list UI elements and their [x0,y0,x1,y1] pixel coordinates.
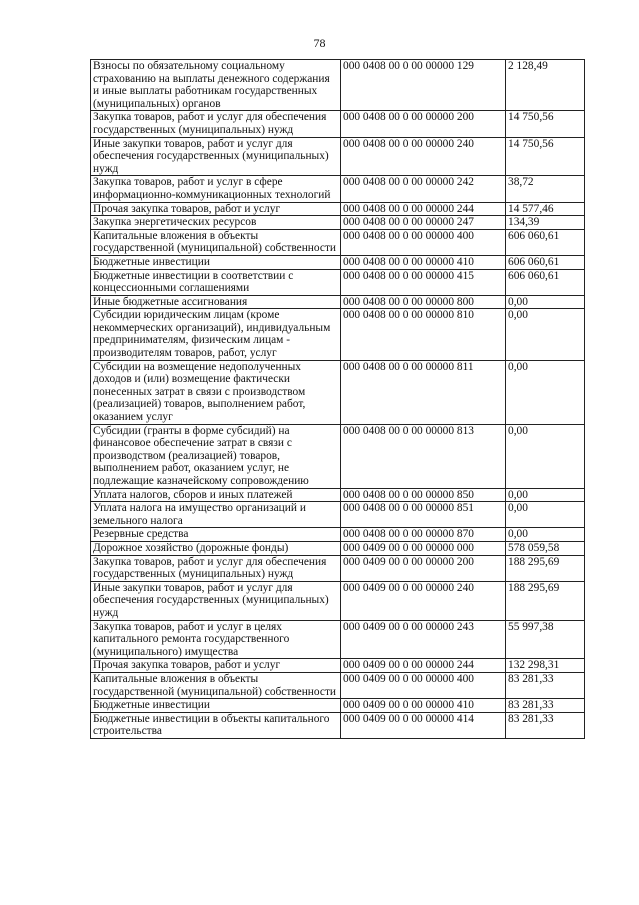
table-row [91,488,585,502]
budget-code-cell: 000 0409 00 0 00 00000 000 [341,541,506,555]
expense-name-cell: Резервные средства [91,528,341,542]
table-row [91,659,585,673]
expense-name-cell: Закупка энергетических ресурсов [91,216,341,230]
budget-code-cell: 000 0408 00 0 00 00000 811 [341,360,506,424]
budget-code-cell: 000 0408 00 0 00 00000 247 [341,216,506,230]
amount-cell: 134,39 [506,216,585,230]
budget-code-cell: 000 0408 00 0 00 00000 813 [341,424,506,488]
table-row [91,255,585,269]
expense-name-cell: Субсидии на возмещение недополученных доходов и (или) возмещение фактически понесенных затрат в связи с производством (реализацией) товаров, выполнением работ, оказанием услуг [91,360,341,424]
table-row [91,60,585,111]
amount-cell: 55 997,38 [506,620,585,659]
table-row [91,111,585,137]
expense-name-cell: Закупка товаров, работ и услуг для обеспечения государственных (муниципальных) нужд [91,555,341,581]
amount-cell: 38,72 [506,176,585,202]
table-row [91,295,585,309]
expense-name-cell: Уплата налога на имущество организаций и земельного налога [91,502,341,528]
budget-code-cell: 000 0409 00 0 00 00000 410 [341,699,506,713]
amount-cell: 83 281,33 [506,699,585,713]
budget-code-cell: 000 0408 00 0 00 00000 851 [341,502,506,528]
expense-name-cell: Уплата налогов, сборов и иных платежей [91,488,341,502]
expense-name-cell: Бюджетные инвестиции в соответствии с концессионными соглашениями [91,269,341,295]
expense-name-cell: Дорожное хозяйство (дорожные фонды) [91,541,341,555]
table-row [91,176,585,202]
amount-cell: 606 060,61 [506,255,585,269]
budget-code-cell: 000 0408 00 0 00 00000 242 [341,176,506,202]
table-row [91,528,585,542]
amount-cell: 83 281,33 [506,672,585,698]
expense-name-cell: Прочая закупка товаров, работ и услуг [91,202,341,216]
amount-cell: 0,00 [506,309,585,360]
amount-cell: 606 060,61 [506,269,585,295]
budget-code-cell: 000 0408 00 0 00 00000 410 [341,255,506,269]
table-row [91,216,585,230]
table-row [91,202,585,216]
amount-cell: 606 060,61 [506,229,585,255]
expense-name-cell: Бюджетные инвестиции [91,255,341,269]
amount-cell: 14 577,46 [506,202,585,216]
table-row [91,620,585,659]
budget-code-cell: 000 0408 00 0 00 00000 400 [341,229,506,255]
expense-name-cell: Капитальные вложения в объекты государственной (муниципальной) собственности [91,672,341,698]
table-row [91,699,585,713]
expense-name-cell: Иные бюджетные ассигнования [91,295,341,309]
amount-cell: 0,00 [506,424,585,488]
budget-code-cell: 000 0409 00 0 00 00000 200 [341,555,506,581]
page-number: 78 [313,36,326,50]
table-row [91,672,585,698]
budget-code-cell: 000 0409 00 0 00 00000 400 [341,672,506,698]
expense-name-cell: Иные закупки товаров, работ и услуг для обеспечения государственных (муниципальных) нужд [91,137,341,176]
budget-code-cell: 000 0408 00 0 00 00000 240 [341,137,506,176]
budget-code-cell: 000 0408 00 0 00 00000 800 [341,295,506,309]
table-row [91,502,585,528]
amount-cell: 188 295,69 [506,555,585,581]
table-row [91,309,585,360]
amount-cell: 0,00 [506,488,585,502]
budget-code-cell: 000 0408 00 0 00 00000 810 [341,309,506,360]
table-row [91,581,585,620]
amount-cell: 578 059,58 [506,541,585,555]
expense-name-cell: Закупка товаров, работ и услуг для обеспечения государственных (муниципальных) нужд [91,111,341,137]
amount-cell: 83 281,33 [506,712,585,738]
budget-code-cell: 000 0409 00 0 00 00000 243 [341,620,506,659]
amount-cell: 14 750,56 [506,111,585,137]
expense-name-cell: Прочая закупка товаров, работ и услуг [91,659,341,673]
expense-name-cell: Иные закупки товаров, работ и услуг для обеспечения государственных (муниципальных) нужд [91,581,341,620]
amount-cell: 0,00 [506,295,585,309]
table-row [91,269,585,295]
budget-code-cell: 000 0409 00 0 00 00000 240 [341,581,506,620]
budget-code-cell: 000 0408 00 0 00 00000 415 [341,269,506,295]
budget-code-cell: 000 0408 00 0 00 00000 870 [341,528,506,542]
expense-name-cell: Бюджетные инвестиции [91,699,341,713]
table-row [91,360,585,424]
budget-code-cell: 000 0408 00 0 00 00000 200 [341,111,506,137]
expense-name-cell: Субсидии (гранты в форме субсидий) на финансовое обеспечение затрат в связи с производством (реализацией) товаров, выполнением работ, оказанием услуг, не подлежащие казначейскому сопровождению [91,424,341,488]
table-row [91,712,585,738]
table-row [91,137,585,176]
budget-code-cell: 000 0408 00 0 00 00000 244 [341,202,506,216]
amount-cell: 2 128,49 [506,60,585,111]
amount-cell: 0,00 [506,360,585,424]
expense-name-cell: Субсидии юридическим лицам (кроме некоммерческих организаций), индивидуальным предпринимателям, физическим лицам - производителям товаров, работ, услуг [91,309,341,360]
amount-cell: 0,00 [506,528,585,542]
budget-code-cell: 000 0409 00 0 00 00000 244 [341,659,506,673]
budget-table-body [91,60,585,739]
expense-name-cell: Взносы по обязательному социальному страхованию на выплаты денежного содержания и иные выплаты работникам государственных (муниципальных) органов [91,60,341,111]
expense-name-cell: Капитальные вложения в объекты государственной (муниципальной) собственности [91,229,341,255]
budget-code-cell: 000 0408 00 0 00 00000 850 [341,488,506,502]
budget-code-cell: 000 0408 00 0 00 00000 129 [341,60,506,111]
amount-cell: 0,00 [506,502,585,528]
amount-cell: 14 750,56 [506,137,585,176]
budget-table [90,59,585,739]
expense-name-cell: Бюджетные инвестиции в объекты капитального строительства [91,712,341,738]
table-row [91,229,585,255]
expense-name-cell: Закупка товаров, работ и услуг в целях капитального ремонта государственного (муниципального) имущества [91,620,341,659]
table-row [91,541,585,555]
amount-cell: 132 298,31 [506,659,585,673]
budget-code-cell: 000 0409 00 0 00 00000 414 [341,712,506,738]
amount-cell: 188 295,69 [506,581,585,620]
table-row [91,555,585,581]
expense-name-cell: Закупка товаров, работ и услуг в сфере информационно-коммуникационных технологий [91,176,341,202]
table-row [91,424,585,488]
